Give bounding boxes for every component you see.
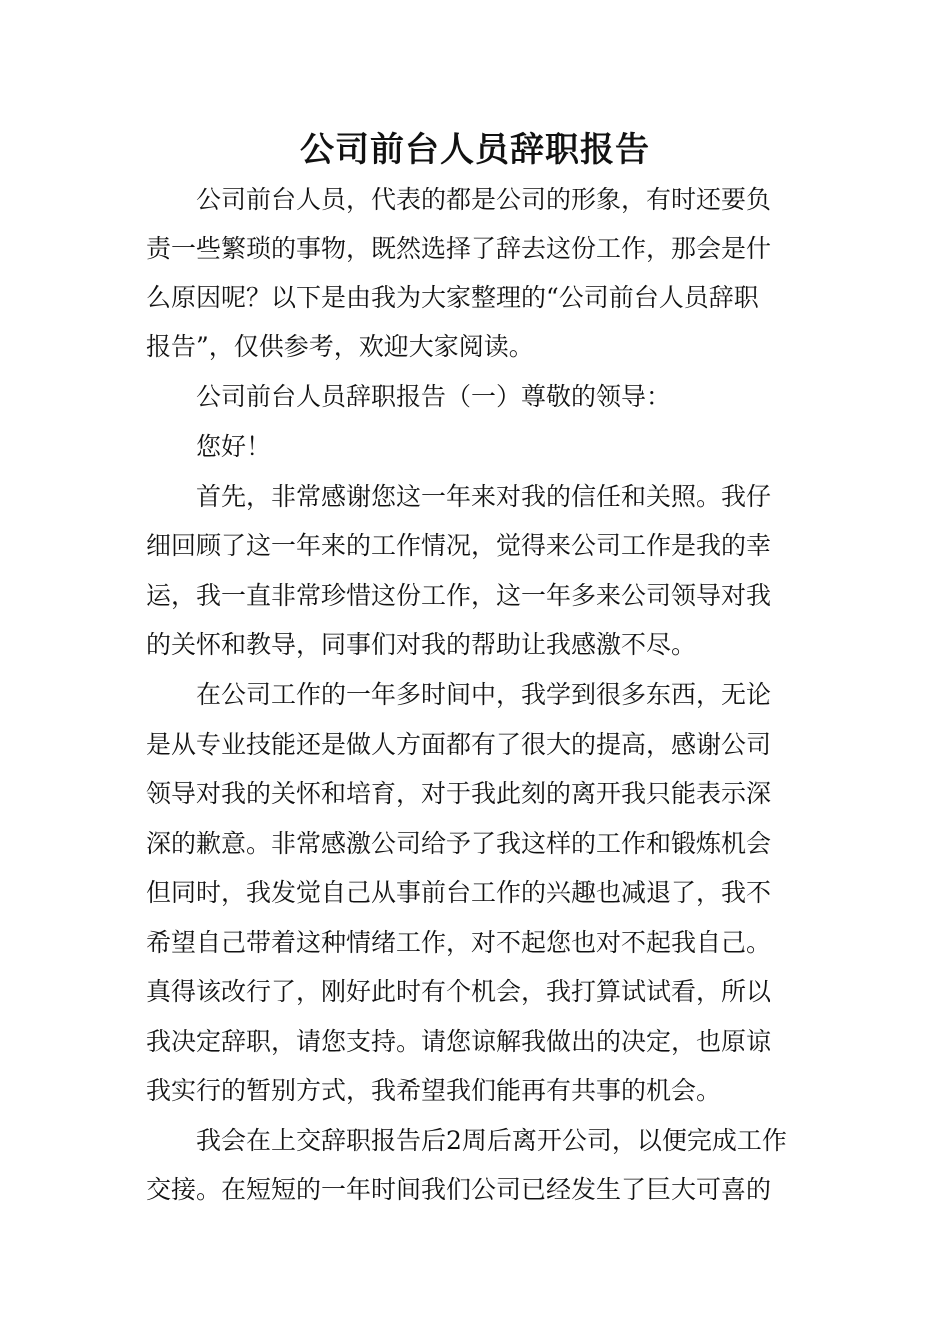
paragraph-line: 运，我一直非常珍惜这份工作，这一年多来公司领导对我 bbox=[146, 581, 772, 610]
paragraph-line: 交接。在短短的一年时间我们公司已经发生了巨大可喜的 bbox=[146, 1175, 772, 1204]
paragraph-line: 报告”，仅供参考，欢迎大家阅读。 bbox=[146, 332, 534, 361]
paragraph-line: 的关怀和教导，同事们对我的帮助让我感激不尽。 bbox=[146, 630, 697, 659]
paragraph-line: 领导对我的关怀和培育，对于我此刻的离开我只能表示深 bbox=[146, 779, 772, 808]
paragraph-line: 我实行的暂别方式，我希望我们能再有共事的机会。 bbox=[146, 1076, 722, 1105]
paragraph-line: 首先，非常感谢您这一年来对我的信任和关照。我仔 bbox=[196, 482, 772, 511]
paragraph-line: 么原因呢？以下是由我为大家整理的“公司前台人员辞职 bbox=[146, 283, 759, 312]
paragraph-line: 希望自己带着这种情绪工作，对不起您也对不起我自己。 bbox=[146, 928, 772, 957]
paragraph-line: 真得该改行了，刚好此时有个机会，我打算试试看，所以 bbox=[146, 977, 772, 1006]
paragraph-line: 我会在上交辞职报告后2周后离开公司，以便完成工作 bbox=[196, 1126, 787, 1155]
paragraph-line: 责一些繁琐的事物，既然选择了辞去这份工作，那会是什 bbox=[146, 234, 772, 263]
paragraph-line: 您好！ bbox=[196, 432, 272, 461]
paragraph-line: 我决定辞职，请您支持。请您谅解我做出的决定，也原谅 bbox=[146, 1027, 772, 1056]
paragraph-line: 但同时，我发觉自己从事前台工作的兴趣也减退了，我不 bbox=[146, 878, 772, 907]
paragraph-line: 在公司工作的一年多时间中，我学到很多东西，无论 bbox=[196, 680, 772, 709]
paragraph-line: 公司前台人员，代表的都是公司的形象，有时还要负 bbox=[196, 185, 772, 214]
paragraph-line: 深的歉意。非常感激公司给予了我这样的工作和锻炼机会 bbox=[146, 829, 772, 858]
paragraph-line: 细回顾了这一年来的工作情况，觉得来公司工作是我的幸 bbox=[146, 531, 772, 560]
paragraph-line: 公司前台人员辞职报告（一）尊敬的领导： bbox=[196, 382, 672, 411]
paragraph-line: 是从专业技能还是做人方面都有了很大的提高，感谢公司 bbox=[146, 730, 772, 759]
document-title: 公司前台人员辞职报告 bbox=[300, 130, 650, 170]
